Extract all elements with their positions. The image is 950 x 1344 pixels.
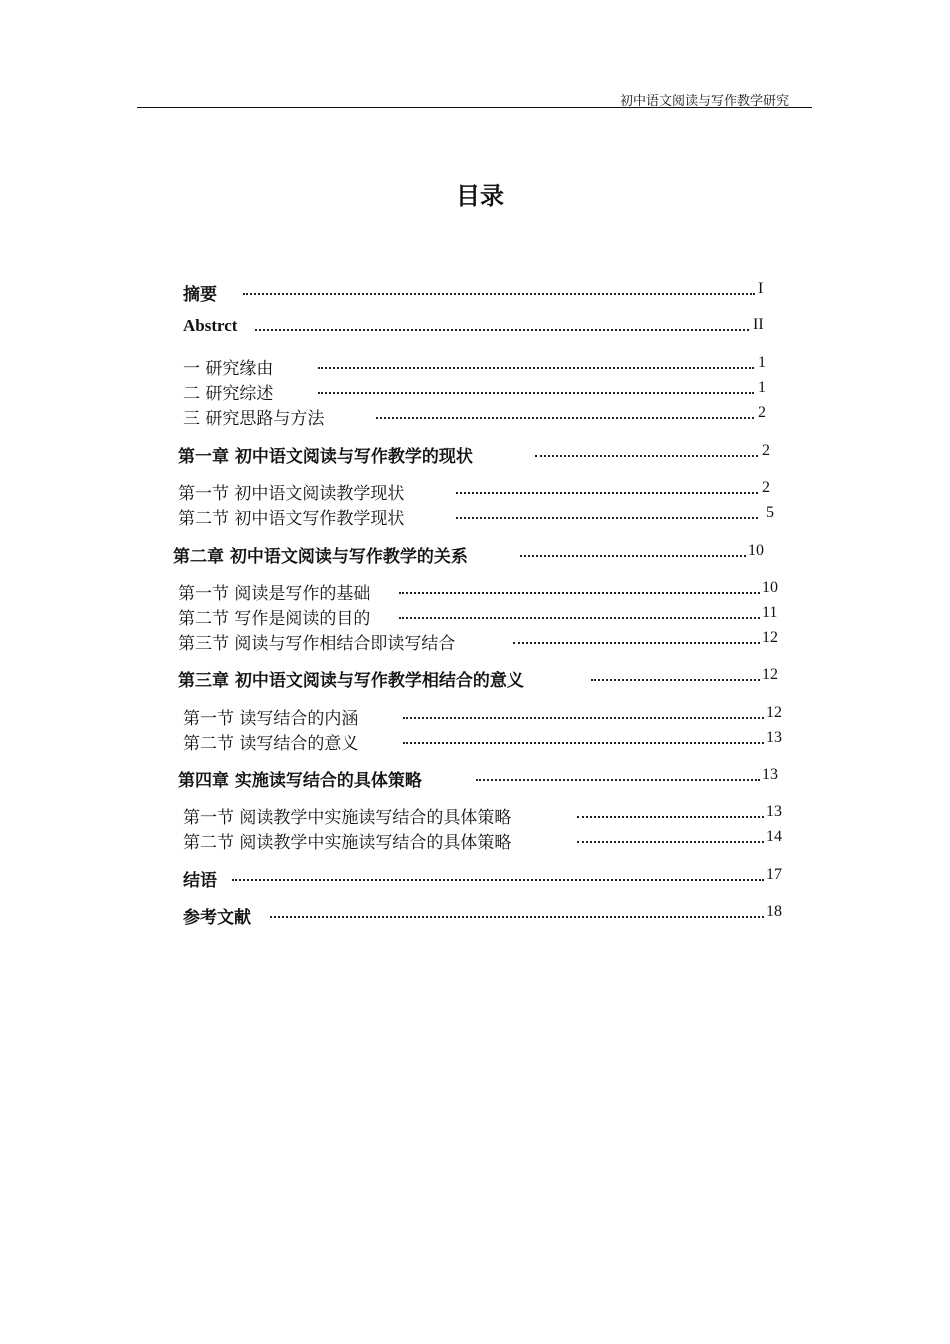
toc-label: 第三章 初中语文阅读与写作教学相结合的意义 (178, 671, 524, 691)
toc-page-number: 18 (766, 903, 782, 920)
toc-page-number: 12 (766, 704, 782, 721)
toc-leader (403, 742, 764, 744)
toc-entry-intro-1[interactable] (183, 354, 773, 378)
toc-leader (577, 816, 764, 818)
toc-leader (232, 879, 764, 881)
toc-label: 第一节 阅读是写作的基础 (178, 584, 371, 604)
toc-entry-ch2-sec1[interactable] (178, 579, 788, 603)
toc-label: 第一章 初中语文阅读与写作教学的现状 (178, 447, 473, 467)
toc-leader (535, 455, 758, 457)
toc-page-number: 14 (766, 828, 782, 845)
toc-leader (243, 293, 755, 295)
toc-entry-intro-2[interactable] (183, 379, 773, 403)
toc-page-number: II (753, 316, 764, 333)
toc-label: 三 研究思路与方法 (183, 409, 325, 429)
toc-page-number: 13 (762, 766, 778, 783)
toc-leader (513, 642, 760, 644)
toc-entry-ch4-sec1[interactable] (183, 803, 793, 827)
toc-leader (456, 492, 758, 494)
toc-label: 摘要 (183, 285, 217, 305)
toc-label: Abstrct (183, 316, 238, 335)
toc-page-number: 1 (758, 379, 766, 396)
toc-page-number: I (758, 280, 764, 297)
toc-entry-references[interactable] (183, 903, 793, 927)
toc-leader (456, 517, 758, 519)
toc-leader (476, 779, 760, 781)
toc-entry-ch1-sec2[interactable] (178, 504, 778, 528)
toc-leader (318, 367, 754, 369)
toc-label: 第二节 写作是阅读的目的 (178, 609, 371, 629)
toc-label: 第三节 阅读与写作相结合即读写结合 (178, 634, 456, 654)
toc-entry-ch4-sec2[interactable] (183, 828, 793, 852)
toc-leader (403, 717, 764, 719)
toc-label: 第二节 阅读教学中实施读写结合的具体策略 (183, 833, 512, 853)
toc-page-number: 11 (762, 604, 778, 621)
toc-entry-chapter-2[interactable] (173, 542, 773, 566)
toc-page-number: 12 (762, 666, 778, 683)
toc-label: 第一节 阅读教学中实施读写结合的具体策略 (183, 808, 512, 828)
toc-page-number: 13 (766, 803, 782, 820)
toc-entry-ch2-sec3[interactable] (178, 629, 788, 653)
toc-label: 第四章 实施读写结合的具体策略 (178, 771, 422, 791)
toc-entry-ch1-sec1[interactable] (178, 479, 778, 503)
toc-entry-ch3-sec2[interactable] (183, 729, 793, 753)
toc-leader (399, 592, 760, 594)
toc-leader (591, 679, 760, 681)
toc-entry-ch2-sec2[interactable] (178, 604, 788, 628)
toc-label: 结语 (183, 871, 217, 891)
toc-page-number: 13 (766, 729, 782, 746)
toc-entry-abstract-cn[interactable] (183, 280, 773, 304)
toc-label: 第二节 初中语文写作教学现状 (178, 509, 405, 529)
toc-page-number: 1 (758, 354, 766, 371)
toc-leader (376, 417, 754, 419)
toc-entry-intro-3[interactable] (183, 404, 773, 428)
toc-entry-chapter-3[interactable] (178, 666, 788, 690)
toc-page-number: 5 (766, 504, 774, 521)
toc-leader (255, 329, 749, 331)
toc-label: 第一节 初中语文阅读教学现状 (178, 484, 405, 504)
toc-page-number: 2 (758, 404, 766, 421)
toc-leader (270, 916, 764, 918)
toc-entry-conclusion[interactable] (183, 866, 793, 890)
toc-leader (399, 617, 760, 619)
toc-page-number: 12 (762, 629, 778, 646)
toc-label: 二 研究综述 (183, 384, 274, 404)
toc-page-number: 2 (762, 442, 770, 459)
toc-label: 第一节 读写结合的内涵 (183, 709, 359, 729)
toc-page-number: 2 (762, 479, 770, 496)
toc-entry-ch3-sec1[interactable] (183, 704, 793, 728)
running-header: 初中语文阅读与写作教学研究 (620, 94, 790, 109)
toc-leader (577, 841, 764, 843)
toc-entry-chapter-4[interactable] (178, 766, 788, 790)
toc-label: 一 研究缘由 (183, 359, 274, 379)
toc-leader (318, 392, 754, 394)
toc-label: 参考文献 (183, 908, 251, 928)
toc-page-number: 17 (766, 866, 782, 883)
toc-page-number: 10 (762, 579, 778, 596)
toc-page-number: 10 (748, 542, 764, 559)
header-rule (137, 107, 812, 108)
toc-label: 第二章 初中语文阅读与写作教学的关系 (173, 547, 468, 567)
toc-leader (520, 555, 746, 557)
toc-entry-chapter-1[interactable] (178, 442, 778, 466)
toc-entry-abstract-en[interactable] (183, 316, 773, 340)
toc-title: 目录 (456, 182, 504, 210)
toc-label: 第二节 读写结合的意义 (183, 734, 359, 754)
